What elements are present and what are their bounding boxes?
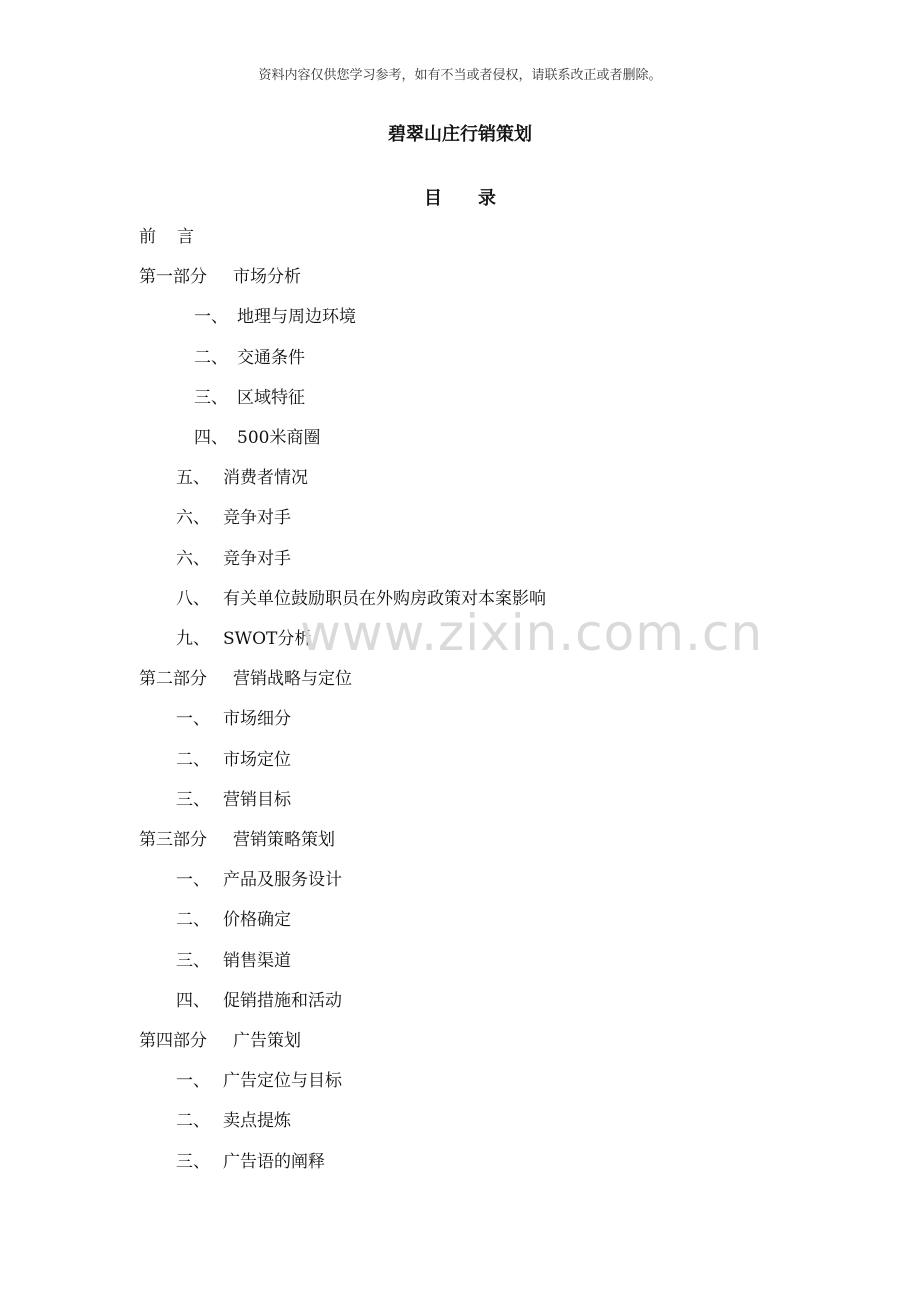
- toc-section-entry: [176, 1110, 291, 1132]
- toc-part-entry: [139, 226, 194, 248]
- toc-entry-title: 广告策划: [233, 1031, 301, 1051]
- toc-entry-number: 一、: [176, 870, 210, 891]
- toc-entry-title: 地理与周边环境: [237, 307, 356, 328]
- toc-entry-title: SWOT分析: [223, 629, 312, 649]
- toc-entry-title: 竞争对手: [223, 508, 291, 529]
- toc-entry-number: 二、: [176, 749, 210, 770]
- toc-entry-number: 第二部分: [139, 669, 207, 690]
- toc-entry-number: 四、: [176, 990, 210, 1011]
- toc-entry-number: 第三部分: [139, 830, 207, 850]
- toc-part-entry: [139, 829, 335, 851]
- toc-entry-title: 交通条件: [237, 347, 305, 368]
- toc-section-entry: [176, 1151, 325, 1173]
- toc-entry-title: 营销战略与定位: [233, 669, 352, 690]
- toc-entry-title: 市场定位: [223, 749, 291, 770]
- toc-entry-number: 三、: [176, 950, 210, 971]
- toc-section-entry: [176, 1070, 342, 1092]
- toc-section-entry: [176, 749, 291, 771]
- toc-section-entry: [176, 950, 291, 972]
- toc-section-entry: [176, 507, 291, 529]
- document-title: 碧翠山庄行销策划: [388, 124, 532, 145]
- toc-section-entry: [176, 990, 342, 1012]
- toc-entry-title: 广告语的阐释: [223, 1151, 325, 1172]
- toc-entry-number: 二、: [176, 1111, 210, 1132]
- toc-entry-title: 市场分析: [233, 267, 301, 288]
- toc-entry-number: 九、: [176, 629, 210, 649]
- toc-entry-title: 产品及服务设计: [223, 870, 342, 891]
- toc-section-entry: [194, 306, 356, 328]
- toc-entry-number: 三、: [176, 789, 210, 810]
- toc-entry-title: 促销措施和活动: [223, 990, 342, 1011]
- toc-section-entry: [194, 347, 305, 369]
- toc-heading: 目录: [424, 188, 532, 209]
- toc-entry-number: 八、: [176, 588, 210, 609]
- toc-entry-number: 二、: [176, 910, 210, 931]
- toc-entry-number: 四、: [194, 428, 228, 448]
- toc-section-entry: [176, 548, 291, 570]
- toc-section-entry: [176, 909, 291, 931]
- toc-entry-title: 竞争对手: [223, 548, 291, 569]
- toc-entry-title: 区域特征: [237, 387, 305, 408]
- toc-entry-title: 500米商圈: [237, 428, 321, 448]
- toc-entry-number: 前: [139, 227, 156, 247]
- toc-entry-title: 价格确定: [223, 910, 291, 931]
- toc-part-entry: [139, 668, 352, 690]
- toc-entry-number: 六、: [176, 548, 210, 569]
- toc-entry-title: 广告定位与目标: [223, 1071, 342, 1092]
- toc-entry-title: 营销策略策划: [233, 830, 335, 850]
- toc-section-entry: [176, 789, 291, 811]
- header-note: 资料内容仅供您学习参考，如有不当或者侵权，请联系改正或者删除。: [258, 68, 662, 83]
- toc-section-entry: [176, 708, 291, 730]
- toc-entry-number: 第一部分: [139, 267, 207, 288]
- toc-entry-title: 消费者情况: [223, 468, 308, 489]
- toc-entry-title: 销售渠道: [223, 950, 291, 971]
- toc-section-entry: [176, 869, 342, 891]
- toc-entry-title: 市场细分: [223, 709, 291, 730]
- toc-part-entry: [139, 1030, 301, 1052]
- toc-entry-number: 一、: [176, 1071, 210, 1092]
- toc-entry-number: 五、: [176, 468, 210, 489]
- toc-entry-number: 一、: [194, 307, 228, 328]
- toc-section-entry: [176, 467, 308, 489]
- toc-entry-title: 言: [177, 227, 194, 247]
- toc-section-entry: [194, 427, 320, 449]
- toc-entry-number: 六、: [176, 508, 210, 529]
- toc-entry-number: 三、: [176, 1151, 210, 1172]
- toc-entry-number: 一、: [176, 709, 210, 730]
- toc-part-entry: [139, 266, 301, 288]
- toc-section-entry: [194, 387, 305, 409]
- toc-section-entry: [176, 628, 311, 650]
- toc-entry-title: 有关单位鼓励职员在外购房政策对本案影响: [223, 588, 546, 609]
- toc-section-entry: [176, 588, 546, 610]
- toc-entry-number: 二、: [194, 347, 228, 368]
- toc-entry-title: 营销目标: [223, 789, 291, 810]
- toc-entry-title: 卖点提炼: [223, 1111, 291, 1132]
- toc-entry-number: 第四部分: [139, 1031, 207, 1051]
- toc-entry-number: 三、: [194, 387, 228, 408]
- watermark-text: www.zixin.com.cn: [300, 604, 764, 662]
